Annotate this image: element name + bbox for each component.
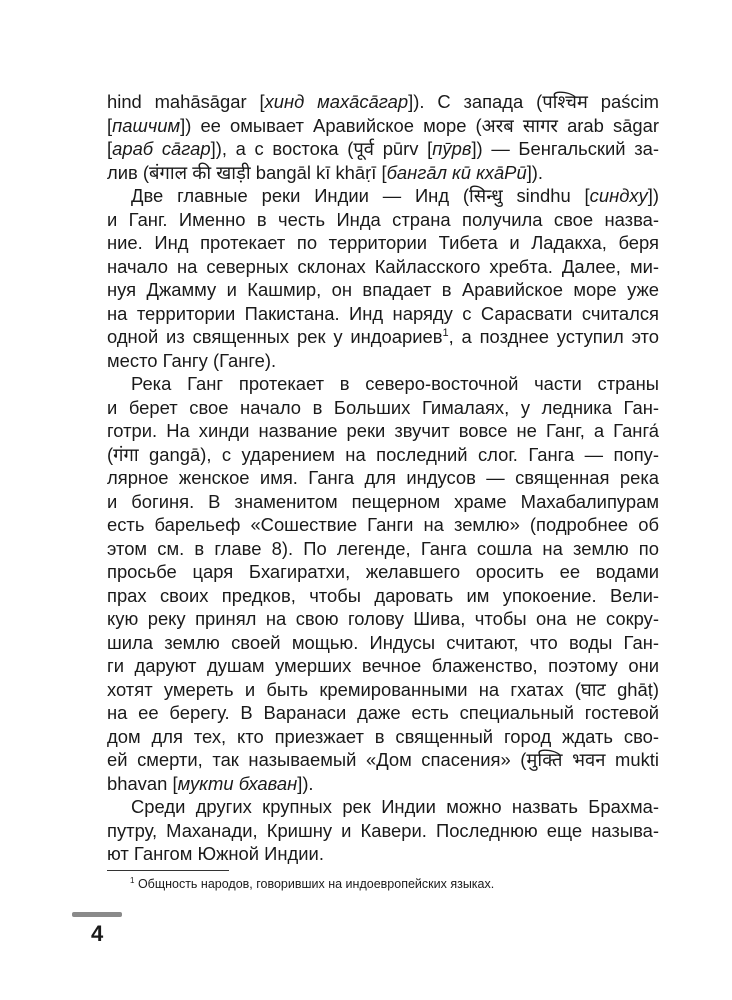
transliteration: пашчим [112,114,181,136]
footnote [130,876,670,892]
body-text [107,90,659,866]
text-line: ей смерти, так называемый «Дом спасения» (मुक्ति भवन mukti [107,749,659,770]
text-line: hind mahāsāgar [хинд махāсāгар]). С запада (पश्चिम paścim [107,91,660,112]
text-line: ние. Инд протекает по территории Тибета и Ладакха, беря [107,232,659,253]
text-line: Две главные реки Индии — Инд (सिन्धु sindhu [синдху]) [131,185,659,206]
text-line: и берет свое начало в Больших Гималаях, у ледника Ган- [107,396,659,418]
text-line: на территории Пакистана. Инд наряду с Сарасвати считался [107,302,659,324]
text-line: bhavan [мукти бхаван]). [107,772,314,794]
text-line: ги даруют душам умерших вечное блаженство, поэтому они [107,655,659,676]
text-line: нуя Джамму и Кашмир, он впадает в Аравийское море уже [107,279,659,300]
footnote-ref: 1 [442,326,449,339]
text-line: [араб сāгар]), а с востока (पूर्व pūrv [пӯрв]) — Бенгальский за- [107,138,659,159]
text-line: Река Ганг протекает в северо-восточной части страны [131,373,659,394]
text-line: начало на северных склонах Кайласского хребта. Далее, ми- [107,255,659,277]
text-line: путру, Маханади, Кришну и Кавери. Последнюю еще называ- [107,819,659,841]
transliteration: араб сāгар [112,138,211,159]
text-line: (गंगा gangā), с ударением на последний слог. Ганга — попу- [107,443,659,465]
text-line: лярное женское имя. Ганга для индусов — священная река [107,467,659,488]
transliteration: синдху [589,185,648,206]
text-line: просьбе царя Бхагиратхи, желавшего оросить ее водами [107,561,659,582]
text-line: ют Гангом Южной Индии. [107,843,324,864]
text-line: лив (बंगाल की खाड़ी bangāl kī khāṛī [бангāл кӣ кхāРӣ]). [107,161,544,183]
transliteration: хинд махāсāгар [264,91,409,112]
footnote-text: Общность народов, говоривших на индоевропейских языках. [137,877,495,891]
text-line: и богиня. В знаменитом пещерном храме Махабалипурам [107,490,659,512]
text-line: одной из священных рек у индоариев$^1$, а позднее уступил это [107,326,659,347]
text-line: и Ганг. Именно в честь Инда страна получила свое назва- [107,208,659,230]
text-line: шила землю своей мощью. Индусы считают, что воды Ган- [107,631,659,653]
text-line: этом см. в главе 8). По легенде, Ганга сошла на землю по [107,537,659,559]
text-line: кую реку принял на свою голову Шива, чтобы она не сокру- [107,608,659,629]
text-line: на ее берегу. В Варанаси даже есть специальный гостевой [107,702,659,723]
footnote-marker: 1 [130,875,135,885]
page-number-bar [72,912,122,917]
footnote-divider [107,870,229,871]
text-line: [пашчим]) ее омывает Аравийское море (अरब सागर arab sāgar [107,114,659,136]
text-line: готри. На хинди название реки звучит вовсе не Ганг, а Ганга́ [107,420,659,441]
transliteration: бангāл кӣ кхāРӣ [386,161,527,183]
transliteration: мукти бхаван [177,772,298,794]
text-line: прах своих предков, чтобы даровать им упокоение. Вели- [107,584,659,606]
text-line: хотят умереть и быть кремированными на гхатах (घाट ghāṭ) [107,678,659,700]
text-line: есть барельеф «Сошествие Ганги на землю» (подробнее об [107,514,659,535]
transliteration: пӯрв [432,138,472,159]
page-number: 4 [91,921,104,946]
text-line: место Гангу (Ганге). [107,349,277,371]
text-line: Среди других крупных рек Индии можно назвать Брахма- [131,796,659,817]
text-line: дом для тех, кто приезжает в священный город ждать сво- [107,725,659,747]
